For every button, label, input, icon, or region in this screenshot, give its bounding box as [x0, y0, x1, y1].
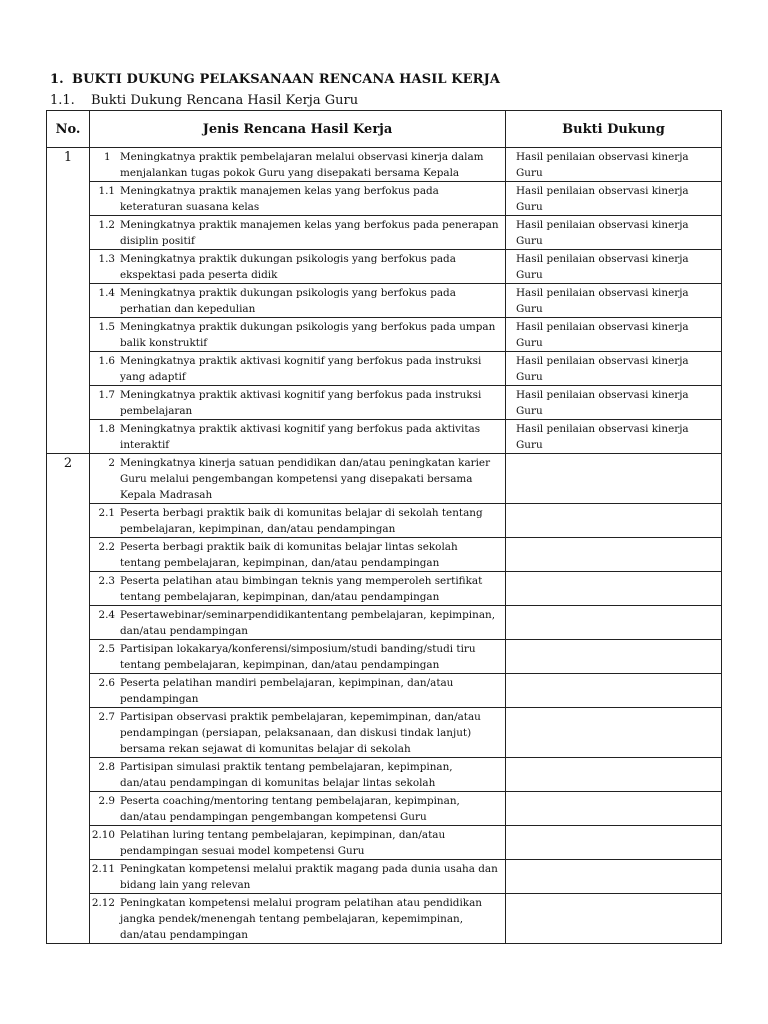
item-text: Pesertawebinar/seminarpendidikantentang pembelajaran, kepimpinan, dan/atau pendampingan — [120, 609, 496, 637]
table-row — [47, 250, 722, 284]
item-cell — [90, 826, 506, 860]
rencana-hasil-kerja-table — [46, 110, 722, 944]
bukti-cell: Hasil penilaian observasi kinerja Guru — [506, 318, 722, 352]
item-number: 2.3 — [98, 575, 115, 587]
item-text: Meningkatnya praktik aktivasi kognitif yang berfokus pada instruksi yang adaptif — [120, 355, 482, 383]
item-cell — [90, 352, 506, 386]
bukti-cell: Hasil penilaian observasi kinerja Guru — [506, 386, 722, 420]
section-heading — [50, 72, 500, 87]
item-cell — [90, 386, 506, 420]
item-text: Meningkatnya praktik aktivasi kognitif yang berfokus pada instruksi pembelajaran — [120, 389, 482, 417]
item-number: 2.9 — [98, 795, 115, 807]
item-text: Peserta pelatihan atau bimbingan teknis yang memperoleh sertifikat tentang pembelajaran, kepimpinan, dan/atau pendampingan — [120, 575, 483, 603]
table-row — [47, 606, 722, 640]
item-number: 2.5 — [98, 643, 115, 655]
table-row — [47, 454, 722, 504]
item-number: 1.4 — [98, 287, 115, 299]
item-number: 1.7 — [98, 389, 115, 401]
table-row — [47, 860, 722, 894]
item-cell — [90, 216, 506, 250]
item-text: Meningkatnya praktik manajemen kelas yang berfokus pada penerapan disiplin positif — [120, 219, 499, 247]
item-number: 1 — [104, 151, 111, 163]
table-row — [47, 504, 722, 538]
item-number: 2.2 — [98, 541, 115, 553]
item-number: 2.11 — [91, 863, 115, 875]
item-text: Peningkatan kompetensi melalui program pelatihan atau pendidikan jangka pendek/menengah tentang pembelajaran, kepemimpinan, dan/atau pendampingan — [120, 897, 482, 941]
table-row — [47, 148, 722, 182]
item-number: 1.5 — [98, 321, 115, 333]
table-row — [47, 758, 722, 792]
bukti-cell — [506, 640, 722, 674]
item-cell — [90, 572, 506, 606]
bukti-cell — [506, 758, 722, 792]
bukti-cell — [506, 708, 722, 758]
bukti-cell — [506, 504, 722, 538]
item-text: Peserta berbagi praktik baik di komunitas belajar lintas sekolah tentang pembelajaran, kepimpinan, dan/atau pendampingan — [120, 541, 458, 569]
bukti-cell: Hasil penilaian observasi kinerja Guru — [506, 182, 722, 216]
bukti-cell — [506, 538, 722, 572]
bukti-cell: Hasil penilaian observasi kinerja Guru — [506, 352, 722, 386]
section-heading-title: BUKTI DUKUNG PELAKSANAAN RENCANA HASIL KERJA — [72, 72, 501, 87]
table-row — [47, 538, 722, 572]
table-row — [47, 182, 722, 216]
table-row — [47, 352, 722, 386]
item-number: 2.12 — [91, 897, 115, 909]
item-cell — [90, 318, 506, 352]
bukti-cell: Hasil penilaian observasi kinerja Guru — [506, 148, 722, 182]
item-number: 2.7 — [98, 711, 115, 723]
item-number: 2.1 — [98, 507, 115, 519]
bukti-cell — [506, 894, 722, 944]
item-text: Peserta pelatihan mandiri pembelajaran, kepimpinan, dan/atau pendampingan — [120, 677, 454, 705]
item-text: Peserta coaching/mentoring tentang pembelajaran, kepimpinan, dan/atau pendampingan pengembangan kompetensi Guru — [120, 795, 460, 823]
table-row — [47, 640, 722, 674]
bukti-cell — [506, 792, 722, 826]
subsection-heading — [50, 93, 358, 108]
item-text: Meningkatnya praktik pembelajaran melalui observasi kinerja dalam menjalankan tugas pokok Guru yang disepakati bersama Kepala — [120, 151, 484, 179]
table-row — [47, 894, 722, 944]
item-cell — [90, 708, 506, 758]
table-header-row — [47, 111, 722, 148]
item-text: Partisipan simulasi praktik tentang pembelajaran, kepimpinan, dan/atau pendampingan di komunitas belajar lintas sekolah — [120, 761, 453, 789]
bukti-cell — [506, 454, 722, 504]
header-no: No. — [47, 111, 90, 148]
item-text: Meningkatnya praktik dukungan psikologis yang berfokus pada ekspektasi pada peserta didik — [120, 253, 456, 281]
item-text: Meningkatnya praktik aktivasi kognitif yang berfokus pada aktivitas interaktif — [120, 423, 481, 451]
item-text: Meningkatnya praktik manajemen kelas yang berfokus pada keteraturan suasana kelas — [120, 185, 439, 213]
item-number: 1.1 — [98, 185, 115, 197]
item-number: 2.8 — [98, 761, 115, 773]
table-row — [47, 572, 722, 606]
item-text: Meningkatnya kinerja satuan pendidikan dan/atau peningkatan karier Guru melalui pengembangan kompetensi yang disepakati bersama Kepala Madrasah — [120, 457, 491, 501]
item-cell — [90, 420, 506, 454]
bukti-cell: Hasil penilaian observasi kinerja Guru — [506, 420, 722, 454]
bukti-cell: Hasil penilaian observasi kinerja Guru — [506, 250, 722, 284]
item-number: 2.6 — [98, 677, 115, 689]
item-text: Meningkatnya praktik dukungan psikologis yang berfokus pada perhatian dan kepedulian — [120, 287, 456, 315]
bukti-cell: Hasil penilaian observasi kinerja Guru — [506, 284, 722, 318]
table-row — [47, 216, 722, 250]
table-row — [47, 792, 722, 826]
item-cell — [90, 606, 506, 640]
item-cell — [90, 640, 506, 674]
item-text: Peningkatan kompetensi melalui praktik magang pada dunia usaha dan bidang lain yang relevan — [120, 863, 498, 891]
subsection-heading-number: 1.1. — [50, 93, 75, 108]
item-cell — [90, 792, 506, 826]
item-text: Pelatihan luring tentang pembelajaran, kepimpinan, dan/atau pendampingan sesuai model kompetensi Guru — [120, 829, 446, 857]
item-cell — [90, 148, 506, 182]
item-cell — [90, 538, 506, 572]
item-number: 2.4 — [98, 609, 115, 621]
table-row — [47, 826, 722, 860]
group-number: 2 — [47, 454, 90, 944]
table-row — [47, 708, 722, 758]
table-row — [47, 420, 722, 454]
item-cell — [90, 182, 506, 216]
item-text: Peserta berbagi praktik baik di komunitas belajar di sekolah tentang pembelajaran, kepimpinan, dan/atau pendampingan — [120, 507, 483, 535]
group-number: 1 — [47, 148, 90, 454]
subsection-heading-title: Bukti Dukung Rencana Hasil Kerja Guru — [91, 93, 359, 108]
bukti-cell — [506, 674, 722, 708]
table-row — [47, 386, 722, 420]
item-cell — [90, 284, 506, 318]
item-number: 1.8 — [98, 423, 115, 435]
item-cell — [90, 758, 506, 792]
item-text: Meningkatnya praktik dukungan psikologis yang berfokus pada umpan balik konstruktif — [120, 321, 496, 349]
table-row — [47, 318, 722, 352]
bukti-cell — [506, 606, 722, 640]
header-jenis: Jenis Rencana Hasil Kerja — [90, 111, 506, 148]
item-number: 2.10 — [91, 829, 115, 841]
item-text: Partisipan observasi praktik pembelajaran, kepemimpinan, dan/atau pendampingan (persiapan, pelaksanaan, dan diskusi tindak lanjut) bersama rekan sejawat di komunitas belajar di sekolah — [120, 711, 481, 755]
bukti-cell — [506, 572, 722, 606]
item-number: 1.6 — [98, 355, 115, 367]
item-number: 1.3 — [98, 253, 115, 265]
section-heading-number: 1. — [50, 72, 64, 87]
item-number: 2 — [108, 457, 115, 469]
item-number: 1.2 — [98, 219, 115, 231]
item-cell — [90, 504, 506, 538]
header-bukti: Bukti Dukung — [506, 111, 722, 148]
table-row — [47, 284, 722, 318]
item-cell — [90, 454, 506, 504]
item-cell — [90, 860, 506, 894]
item-cell — [90, 894, 506, 944]
item-text: Partisipan lokakarya/konferensi/simposium/studi banding/studi tiru tentang pembelajaran, kepimpinan, dan/atau pendampingan — [120, 643, 476, 671]
bukti-cell — [506, 826, 722, 860]
table-row — [47, 674, 722, 708]
bukti-cell — [506, 860, 722, 894]
bukti-cell: Hasil penilaian observasi kinerja Guru — [506, 216, 722, 250]
item-cell — [90, 674, 506, 708]
item-cell — [90, 250, 506, 284]
